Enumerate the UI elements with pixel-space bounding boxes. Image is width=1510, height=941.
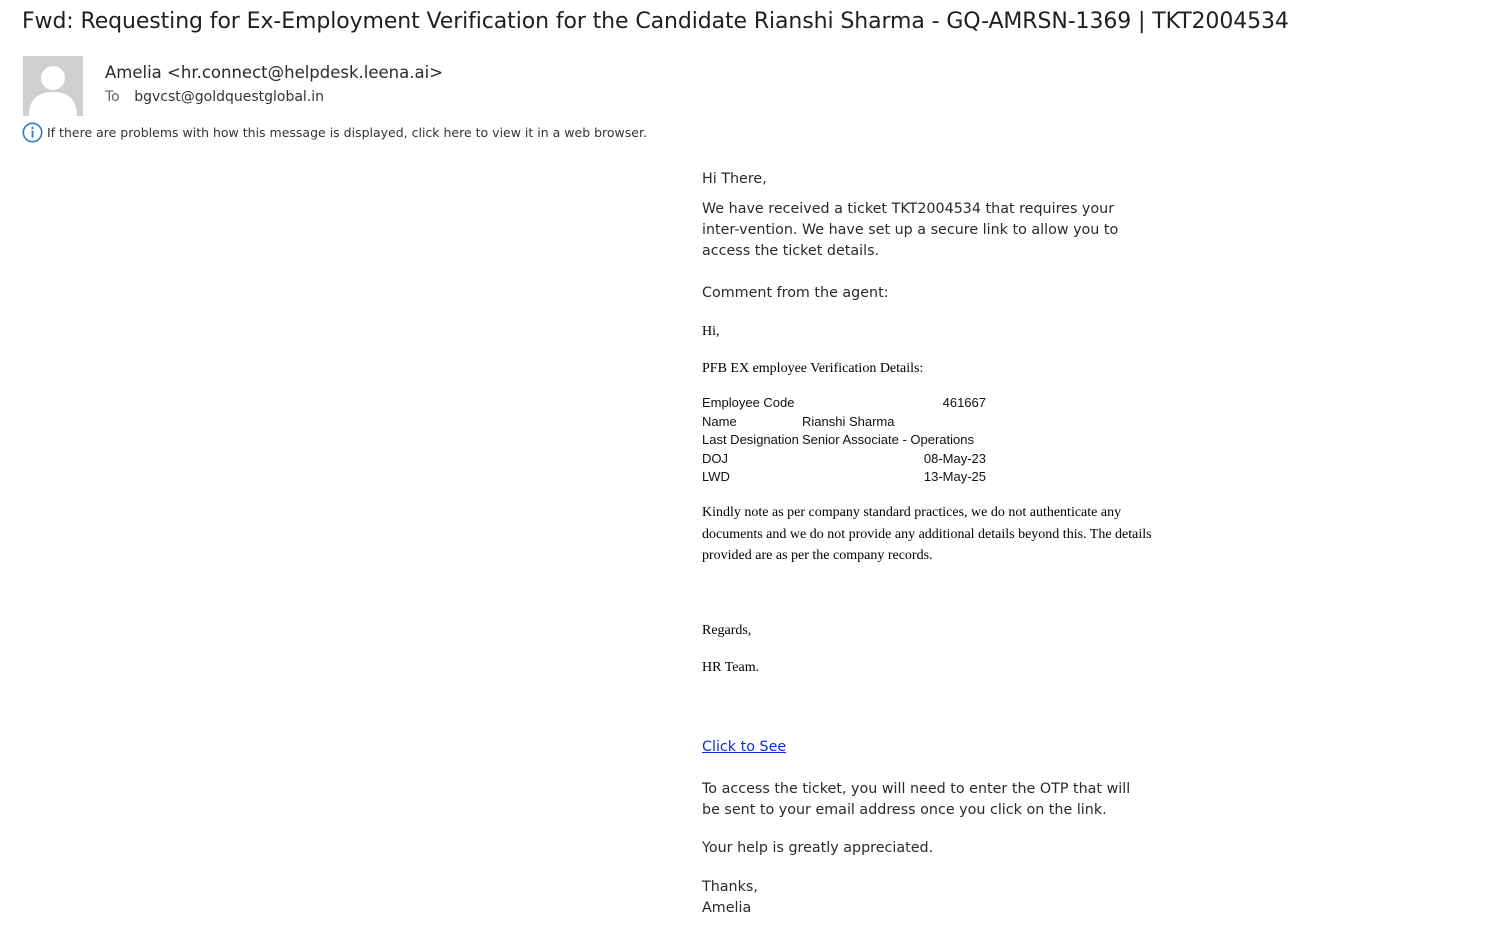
detail-value: Senior Associate - Operations <box>802 432 974 447</box>
email-subject: Fwd: Requesting for Ex-Employment Verification for the Candidate Rianshi Sharma - GQ-AMRSN-1369 | TKT2004534 <box>22 9 1289 34</box>
sender-avatar <box>23 56 83 116</box>
person-silhouette-icon <box>23 56 83 116</box>
table-row <box>702 431 992 450</box>
details-intro: PFB EX employee Verification Details: <box>702 361 924 376</box>
table-row <box>702 394 992 413</box>
detail-value: Rianshi Sharma <box>802 413 895 429</box>
display-problem-infobar[interactable] <box>22 122 647 143</box>
regards: Regards, <box>702 623 752 638</box>
detail-value: 08-May-23 <box>923 450 986 466</box>
detail-value: 461667 <box>942 395 986 410</box>
table-row <box>702 468 992 487</box>
comment-label: Comment from the agent: <box>702 285 889 301</box>
agent-greeting: Hi, <box>702 324 720 339</box>
to-label: To <box>105 89 120 105</box>
otp-instructions: To access the ticket, you will need to enter the OTP that will be sent to your email address once you click on the link. <box>702 781 1131 818</box>
detail-label: Employee Code <box>702 395 795 410</box>
signoff-name: Amelia <box>702 900 752 916</box>
detail-label: LWD <box>702 469 730 484</box>
table-row <box>702 450 992 469</box>
verification-details-table <box>702 394 992 487</box>
detail-label: Last Designation <box>702 432 799 447</box>
click-to-see-link[interactable]: Click to See <box>702 739 787 755</box>
infobar-text: If there are problems with how this message is displayed, click here to view it in a web browser. <box>47 125 647 140</box>
appreciation: Your help is greatly appreciated. <box>702 840 934 856</box>
detail-label: DOJ <box>702 450 728 466</box>
detail-label: Name <box>702 413 737 429</box>
recipient-line <box>105 89 324 105</box>
recipient-address[interactable]: bgvcst@goldquestglobal.in <box>134 89 325 105</box>
signature-team: HR Team. <box>702 660 760 675</box>
sender-name[interactable]: Amelia <hr.connect@helpdesk.leena.ai> <box>105 63 444 82</box>
detail-value: 13-May-25 <box>923 469 986 484</box>
thanks: Thanks, <box>702 879 758 895</box>
policy-note: Kindly note as per company standard practices, we do not authenticate any documents and we do not provide any additional details beyond this. The details provided are as per the company records. <box>702 505 1152 563</box>
table-row <box>702 413 992 432</box>
greeting: Hi There, <box>702 171 767 187</box>
intro-paragraph: We have received a ticket TKT2004534 that requires your inter-vention. We have set up a secure link to allow you to access the ticket details. <box>702 201 1119 259</box>
info-icon <box>22 122 43 143</box>
